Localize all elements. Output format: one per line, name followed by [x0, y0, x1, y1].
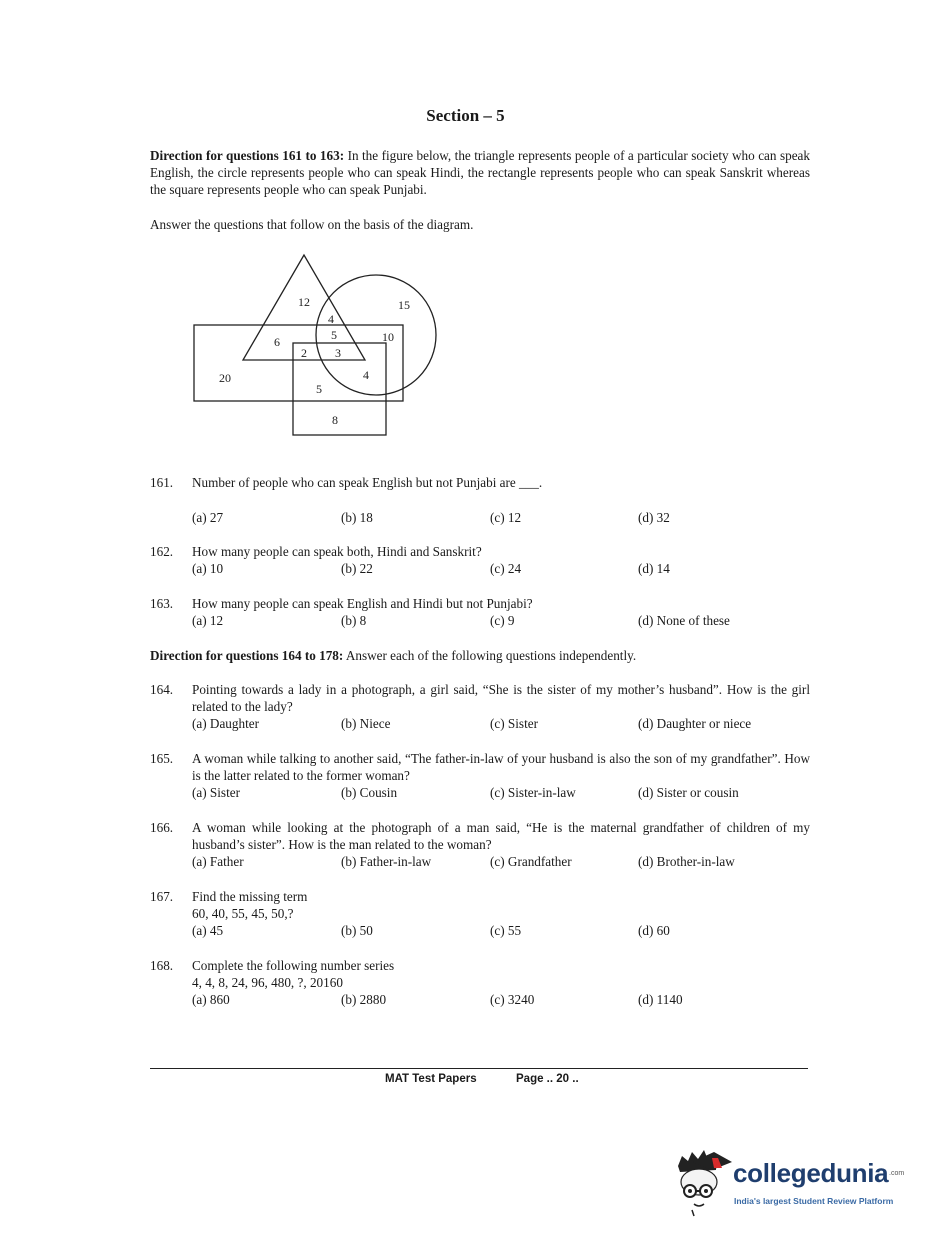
option-a: (a) 12 — [192, 613, 224, 628]
question-number: 165. — [150, 751, 174, 766]
question-number: 168. — [150, 958, 174, 973]
venn-value-triangle-only: 12 — [298, 295, 310, 309]
option-d: (d) Daughter or niece — [638, 716, 752, 731]
option-b: (b) Father-in-law — [341, 854, 432, 869]
venn-value-rect-only: 20 — [219, 371, 231, 385]
option-c: (c) Grandfather — [490, 854, 572, 869]
option-b: (b) Cousin — [341, 785, 398, 800]
venn-diagram — [190, 252, 450, 442]
question-sequence: 4, 4, 8, 24, 96, 480, ?, 20160 — [192, 975, 343, 990]
option-d: (d) Sister or cousin — [638, 785, 739, 800]
option-b: (b) 2880 — [341, 992, 387, 1007]
option-a: (a) 860 — [192, 992, 230, 1007]
option-c: (c) 3240 — [490, 992, 535, 1007]
option-b: (b) 8 — [341, 613, 367, 628]
footer-page-number: Page .. 20 .. — [516, 1073, 579, 1085]
option-c: (c) 12 — [490, 510, 522, 525]
directions-161-163 — [150, 147, 810, 198]
option-c: (c) 24 — [490, 561, 522, 576]
question-text: How many people can speak English and Hindi but not Punjabi? — [192, 596, 533, 611]
option-b: (b) 50 — [341, 923, 373, 938]
option-a: (a) 45 — [192, 923, 224, 938]
option-c: (c) Sister — [490, 716, 538, 731]
venn-value-all-four: 3 — [335, 346, 341, 360]
question-165 — [150, 750, 810, 804]
venn-value-circle-rect-square: 4 — [363, 368, 369, 382]
option-d: (d) Brother-in-law — [638, 854, 735, 869]
option-b: (b) Niece — [341, 716, 391, 731]
option-c: (c) Sister-in-law — [490, 785, 576, 800]
question-text: Complete the following number series — [192, 958, 395, 973]
venn-value-circle-rect: 10 — [382, 330, 394, 344]
question-text: Find the missing term — [192, 889, 308, 904]
question-sequence: 60, 40, 55, 45, 50,? — [192, 906, 294, 921]
option-a: (a) 10 — [192, 561, 224, 576]
question-text: How many people can speak both, Hindi and Sanskrit? — [192, 544, 482, 559]
option-b: (b) 18 — [341, 510, 373, 525]
venn-rectangle-sanskrit — [194, 325, 403, 401]
answer-instruction: Answer the questions that follow on the basis of the diagram. — [150, 217, 474, 232]
footer-rule — [150, 1068, 808, 1069]
question-number: 166. — [150, 820, 174, 835]
option-a: (a) Sister — [192, 785, 240, 800]
venn-value-triangle-rect: 6 — [274, 335, 280, 349]
option-a: (a) 27 — [192, 510, 224, 525]
collegedunia-tagline: India's largest Student Review Platform — [734, 1196, 894, 1206]
venn-value-triangle-circle: 4 — [328, 312, 334, 326]
question-text: A woman while talking to another said, “The father-in-law of your husband is also the son of my grandfather”. How is the latter related to the former woman? — [192, 751, 810, 783]
option-a: (a) Father — [192, 854, 244, 869]
question-text: Pointing towards a lady in a photograph, a girl said, “She is the sister of my mother’s husband”. How is the girl related to the lady? — [192, 682, 810, 714]
option-b: (b) 22 — [341, 561, 373, 576]
directions-text: Answer each of the following questions independently. — [343, 648, 637, 663]
collegedunia-logo-suffix: .com — [889, 1170, 905, 1177]
question-162 — [150, 543, 810, 583]
question-166 — [150, 819, 810, 873]
question-number: 164. — [150, 682, 174, 697]
option-a: (a) Daughter — [192, 716, 259, 731]
question-text: Number of people who can speak English but not Punjabi are ___. — [192, 475, 543, 490]
venn-value-circle-only: 15 — [398, 298, 410, 312]
option-d: (d) 1140 — [638, 992, 683, 1007]
directions-164-178 — [150, 647, 810, 664]
venn-value-triangle-circle-rect: 5 — [331, 328, 337, 342]
section-title: Section – 5 — [426, 106, 505, 125]
venn-value-rect-square: 5 — [316, 382, 322, 396]
question-168 — [150, 957, 810, 1011]
collegedunia-logo-text: collegedunia — [733, 1158, 889, 1188]
option-c: (c) 55 — [490, 923, 522, 938]
directions-text: In the figure below, the triangle represents people of a particular society who can speak English, the circle represents people who can speak Hindi, the rectangle represents people who can speak Sanskrit whereas the square represents people who can speak Punjabi. — [150, 148, 810, 197]
option-d: (d) 14 — [638, 561, 670, 576]
question-number: 163. — [150, 596, 174, 611]
question-number: 161. — [150, 475, 174, 490]
question-163 — [150, 595, 810, 635]
option-c: (c) 9 — [490, 613, 515, 628]
collegedunia-mascot-icon — [672, 1146, 734, 1218]
question-161 — [150, 474, 810, 534]
question-number: 162. — [150, 544, 174, 559]
option-d: (d) 32 — [638, 510, 670, 525]
question-164 — [150, 681, 810, 735]
question-text: A woman while looking at the photograph of a man said, “He is the maternal grandfather of children of my husband’s sister”. How is the man related to the woman? — [192, 820, 810, 852]
directions-label: Direction for questions 164 to 178: — [150, 648, 344, 663]
option-d: (d) None of these — [638, 613, 730, 628]
option-d: (d) 60 — [638, 923, 670, 938]
venn-value-square-only: 8 — [332, 413, 338, 427]
venn-value-triangle-rect-square: 2 — [301, 346, 307, 360]
question-167 — [150, 888, 810, 942]
footer-title: MAT Test Papers — [385, 1073, 477, 1085]
directions-label: Direction for questions 161 to 163: — [150, 148, 345, 163]
question-number: 167. — [150, 889, 174, 904]
